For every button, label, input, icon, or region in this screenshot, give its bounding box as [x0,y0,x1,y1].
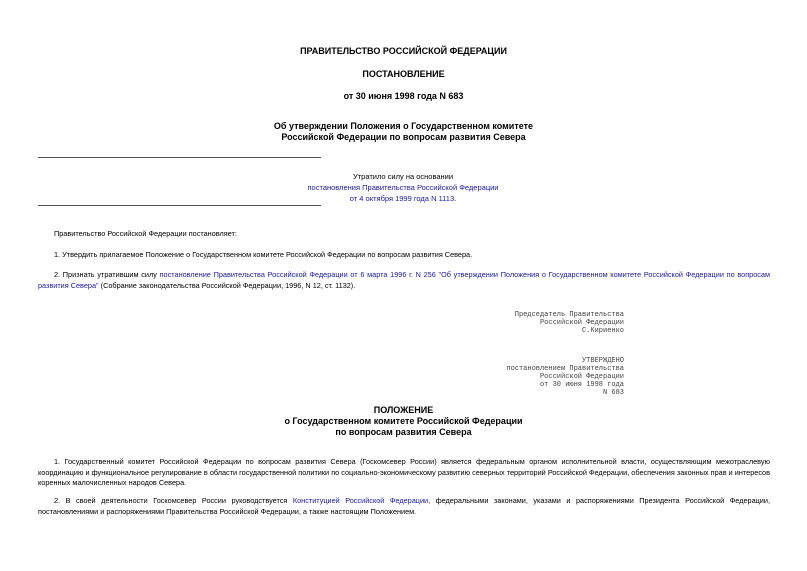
intro-paragraph: Правительство Российской Федерации постановляет: [54,229,237,238]
regulation-title-2: о Государственном комитете Российской Федерации [284,416,523,426]
lost-force-link-line-1[interactable]: постановления Правительства Российской Федерации [307,183,499,192]
divider-top [38,157,321,158]
doc-title-line-2: Российской Федерации по вопросам развития Севера [281,132,526,142]
regulation-p2-suffix: , федеральными законами, указами и распоряжениями Президента Российской Федерации, постановлениями и распоряжениями Правительства Российской Федерации, а также настоящим Положением. [38,496,770,516]
regulation-title-3: по вопросам развития Севера [335,427,472,437]
approved-line-4: от 30 июня 1998 года [539,381,624,389]
item-2-suffix: (Собрание законодательства Российской Федерации, 1996, N 12, ст. 1132). [98,280,356,290]
signature-line-3: С.Кириенко [581,327,624,335]
lost-force-note [300,171,506,204]
doc-type-heading: ПОСТАНОВЛЕНИЕ [362,69,445,79]
signature-block [515,311,624,335]
signature-line-1: Председатель Правительства [514,311,624,319]
regulation-paragraph-2 [38,496,770,517]
signature-line-2: Российской Федерации [539,319,624,327]
divider-bottom [38,205,321,206]
approved-line-5: N 683 [602,389,624,397]
item-2-link[interactable]: постановление Правительства Российской Федерации от 6 марта 1996 г. N 256 "Об утверждении Положения о Государственном комитете Российской Федерации по вопросам развития Севера" [38,270,770,290]
item-1-paragraph: 1. Утвердить прилагаемое Положение о Государственном комитете Российской Федерации по вопросам развития Севера. [54,250,473,259]
lost-force-trailing: . [454,194,457,203]
lost-force-link-line-2[interactable]: от 4 октября 1999 года N 1113 [349,194,455,203]
item-2-paragraph [38,270,770,291]
lost-force-line: Утратило силу на основании [352,172,454,181]
approved-block [506,357,624,397]
regulation-p2-prefix: 2. В своей деятельности Госкомсевер России руководствуется [54,496,293,505]
doc-title-line-1: Об утверждении Положения о Государственном комитете [273,121,534,131]
approved-line-3: Российской Федерации [539,373,624,381]
item-2-prefix: 2. Признать утратившим силу [54,270,160,279]
approved-line-1: УТВЕРЖДЕНО [581,357,624,365]
approved-line-2: постановлением Правительства [506,365,624,373]
constitution-link[interactable]: Конституцией Российской Федерации [292,496,429,505]
org-heading: ПРАВИТЕЛЬСТВО РОССИЙСКОЙ ФЕДЕРАЦИИ [300,46,507,56]
doc-date: от 30 июня 1998 года N 683 [343,91,464,101]
regulation-title-1: ПОЛОЖЕНИЕ [373,405,434,415]
regulation-paragraph-1: 1. Государственный комитет Российской Федерации по вопросам развития Севера (Госкомсевер России) является федеральным органом исполнительной власти, осуществляющим межотраслевую координацию и функциональное регулирование в области государственной политики по социально-экономическому развитию северных территорий Российской Федерации, обеспечения законных прав и интересов коренных малочисленных народов Севера. [38,457,770,487]
